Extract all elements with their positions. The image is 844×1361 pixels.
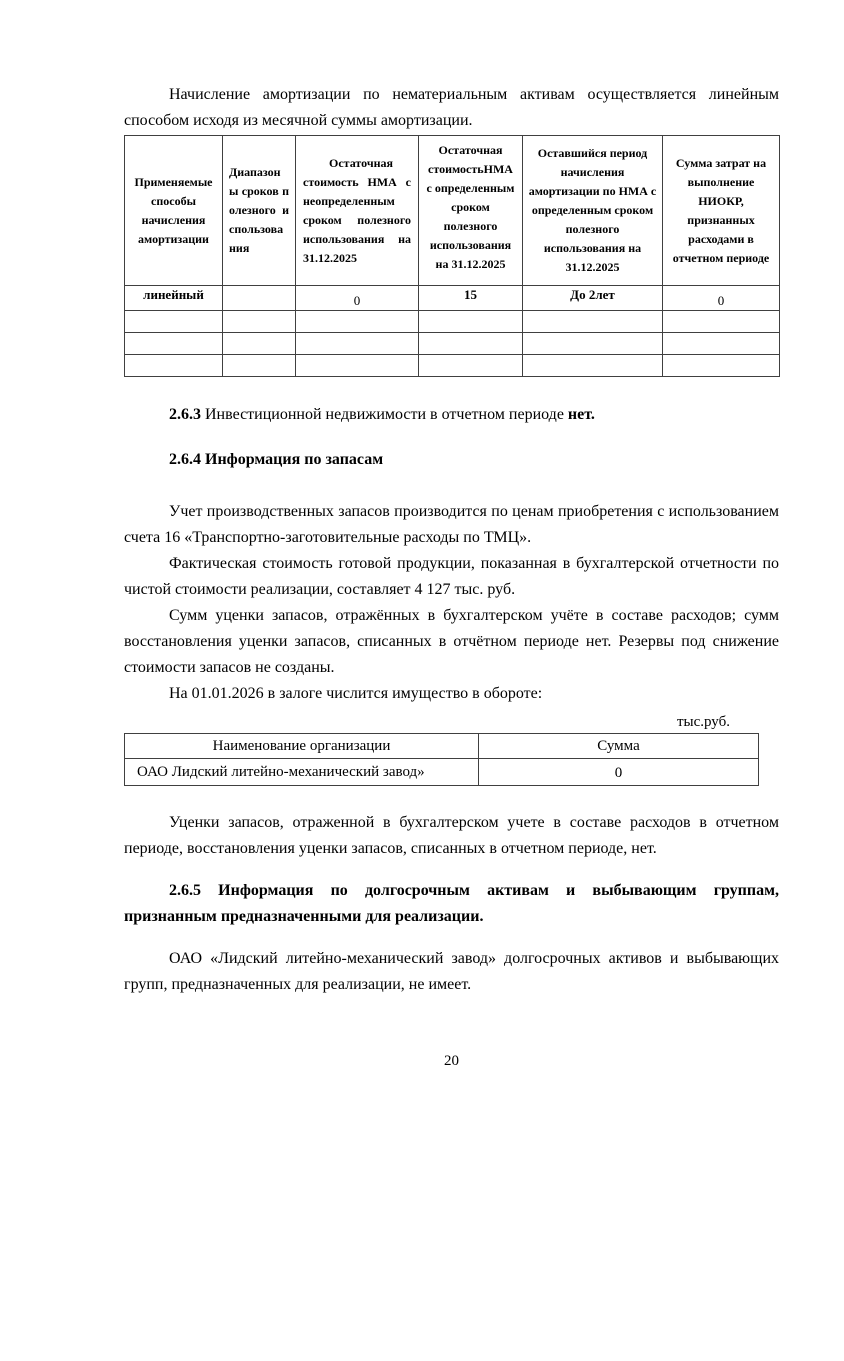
header-sum: Сумма [479,734,759,759]
nma-amortization-table [124,135,780,377]
section-heading-2-6-5: 2.6.5 Информация по долгосрочным активам и выбывающим группам, признанным предназначенными для реализации. [124,882,779,925]
paragraph-pledge-intro: На 01.01.2026 в залоге числится имущество в обороте: [169,685,543,702]
table-cell [223,333,296,355]
page-number: 20 [444,1053,459,1069]
table-cell [125,355,223,377]
table-cell [223,355,296,377]
table-cell-residual-definite: 15 [419,286,523,311]
header-residual-indefinite: Остаточная стоимость НМА с неопределенным сроком полезного использования на 31.12.2025 [296,136,419,286]
table-cell-niokr: 0 [663,286,780,311]
pledge-table [124,733,759,786]
table-cell [523,311,663,333]
table-cell [223,311,296,333]
table-header-row [125,734,759,759]
paragraph-markdown-none: Уценки запасов, отраженной в бухгалтерском учете в составе расходов в отчетном периоде, восстановления уценки запасов, списанных в отчетном периоде, нет. [124,814,779,857]
table-cell [125,333,223,355]
table-cell [663,355,780,377]
table-cell-organization: ОАО Лидский литейно-механический завод» [125,759,479,786]
table-cell [296,333,419,355]
units-label: тыс.руб. [676,714,730,730]
table-cell [419,333,523,355]
table-cell-sum: 0 [479,759,759,786]
paragraph-finished-goods: Фактическая стоимость готовой продукции, показанная в бухгалтерской отчетности по чистой стоимости реализации, составляет 4 127 тыс. руб. [124,555,779,598]
table-cell [523,355,663,377]
header-residual-definite: Остаточная стоимостьНМА с определенным сроком полезного использования на 31.12.2025 [419,136,523,286]
table-cell [296,311,419,333]
table-row [125,333,780,355]
table-cell [419,311,523,333]
table-row [125,355,780,377]
paragraph-markdown-sums: Сумм уценки запасов, отражённых в бухгалтерском учёте в составе расходов; сумм восстановления уценки запасов, списанных в отчётном периоде нет. Резервы под снижение стоимости запасов не созданы. [124,607,779,676]
table-cell [663,311,780,333]
table-header-row [125,136,780,286]
table-cell [419,355,523,377]
table-cell [223,286,296,311]
section-heading-2-6-3 [124,402,779,428]
table-cell-method: линейный [125,286,223,311]
table-row [125,311,780,333]
table-row [125,286,780,311]
table-cell [125,311,223,333]
header-organization-name: Наименование организации [125,734,479,759]
header-applied-methods: Применяемые способы начисления амортизации [125,136,223,286]
table-cell [296,355,419,377]
table-row [125,759,759,786]
header-niokr-costs: Сумма затрат на выполнение НИОКР, признанных расходами в отчетном периоде [663,136,780,286]
paragraph-amortization-method: Начисление амортизации по нематериальным активам осуществляется линейным способом исходя из месячной суммы амортизации. [124,86,779,129]
table-cell-remaining-period: До 2лет [523,286,663,311]
table-cell-residual-indefinite: 0 [296,286,419,311]
paragraph-long-term-assets: ОАО «Лидский литейно-механический завод» долгосрочных активов и выбывающих групп, предназначенных для реализации, не имеет. [124,950,779,993]
table-cell [523,333,663,355]
section-text: Инвестиционной недвижимости в отчетном периоде [205,406,564,423]
section-heading-2-6-4: 2.6.4 Информация по запасам [169,451,384,468]
header-useful-life-ranges: Диапазоны сроков полезного использования [223,136,296,286]
paragraph-inventory-accounting: Учет производственных запасов производится по ценам приобретения с использованием счета 16 «Транспортно-заготовительные расходы по ТМЦ». [124,503,779,546]
table-cell [663,333,780,355]
section-emphasis: нет. [567,406,595,423]
section-number: 2.6.3 [169,406,201,423]
header-remaining-period: Оставшийся период начисления амортизации по НМА с определенным сроком полезного использования на 31.12.2025 [523,136,663,286]
